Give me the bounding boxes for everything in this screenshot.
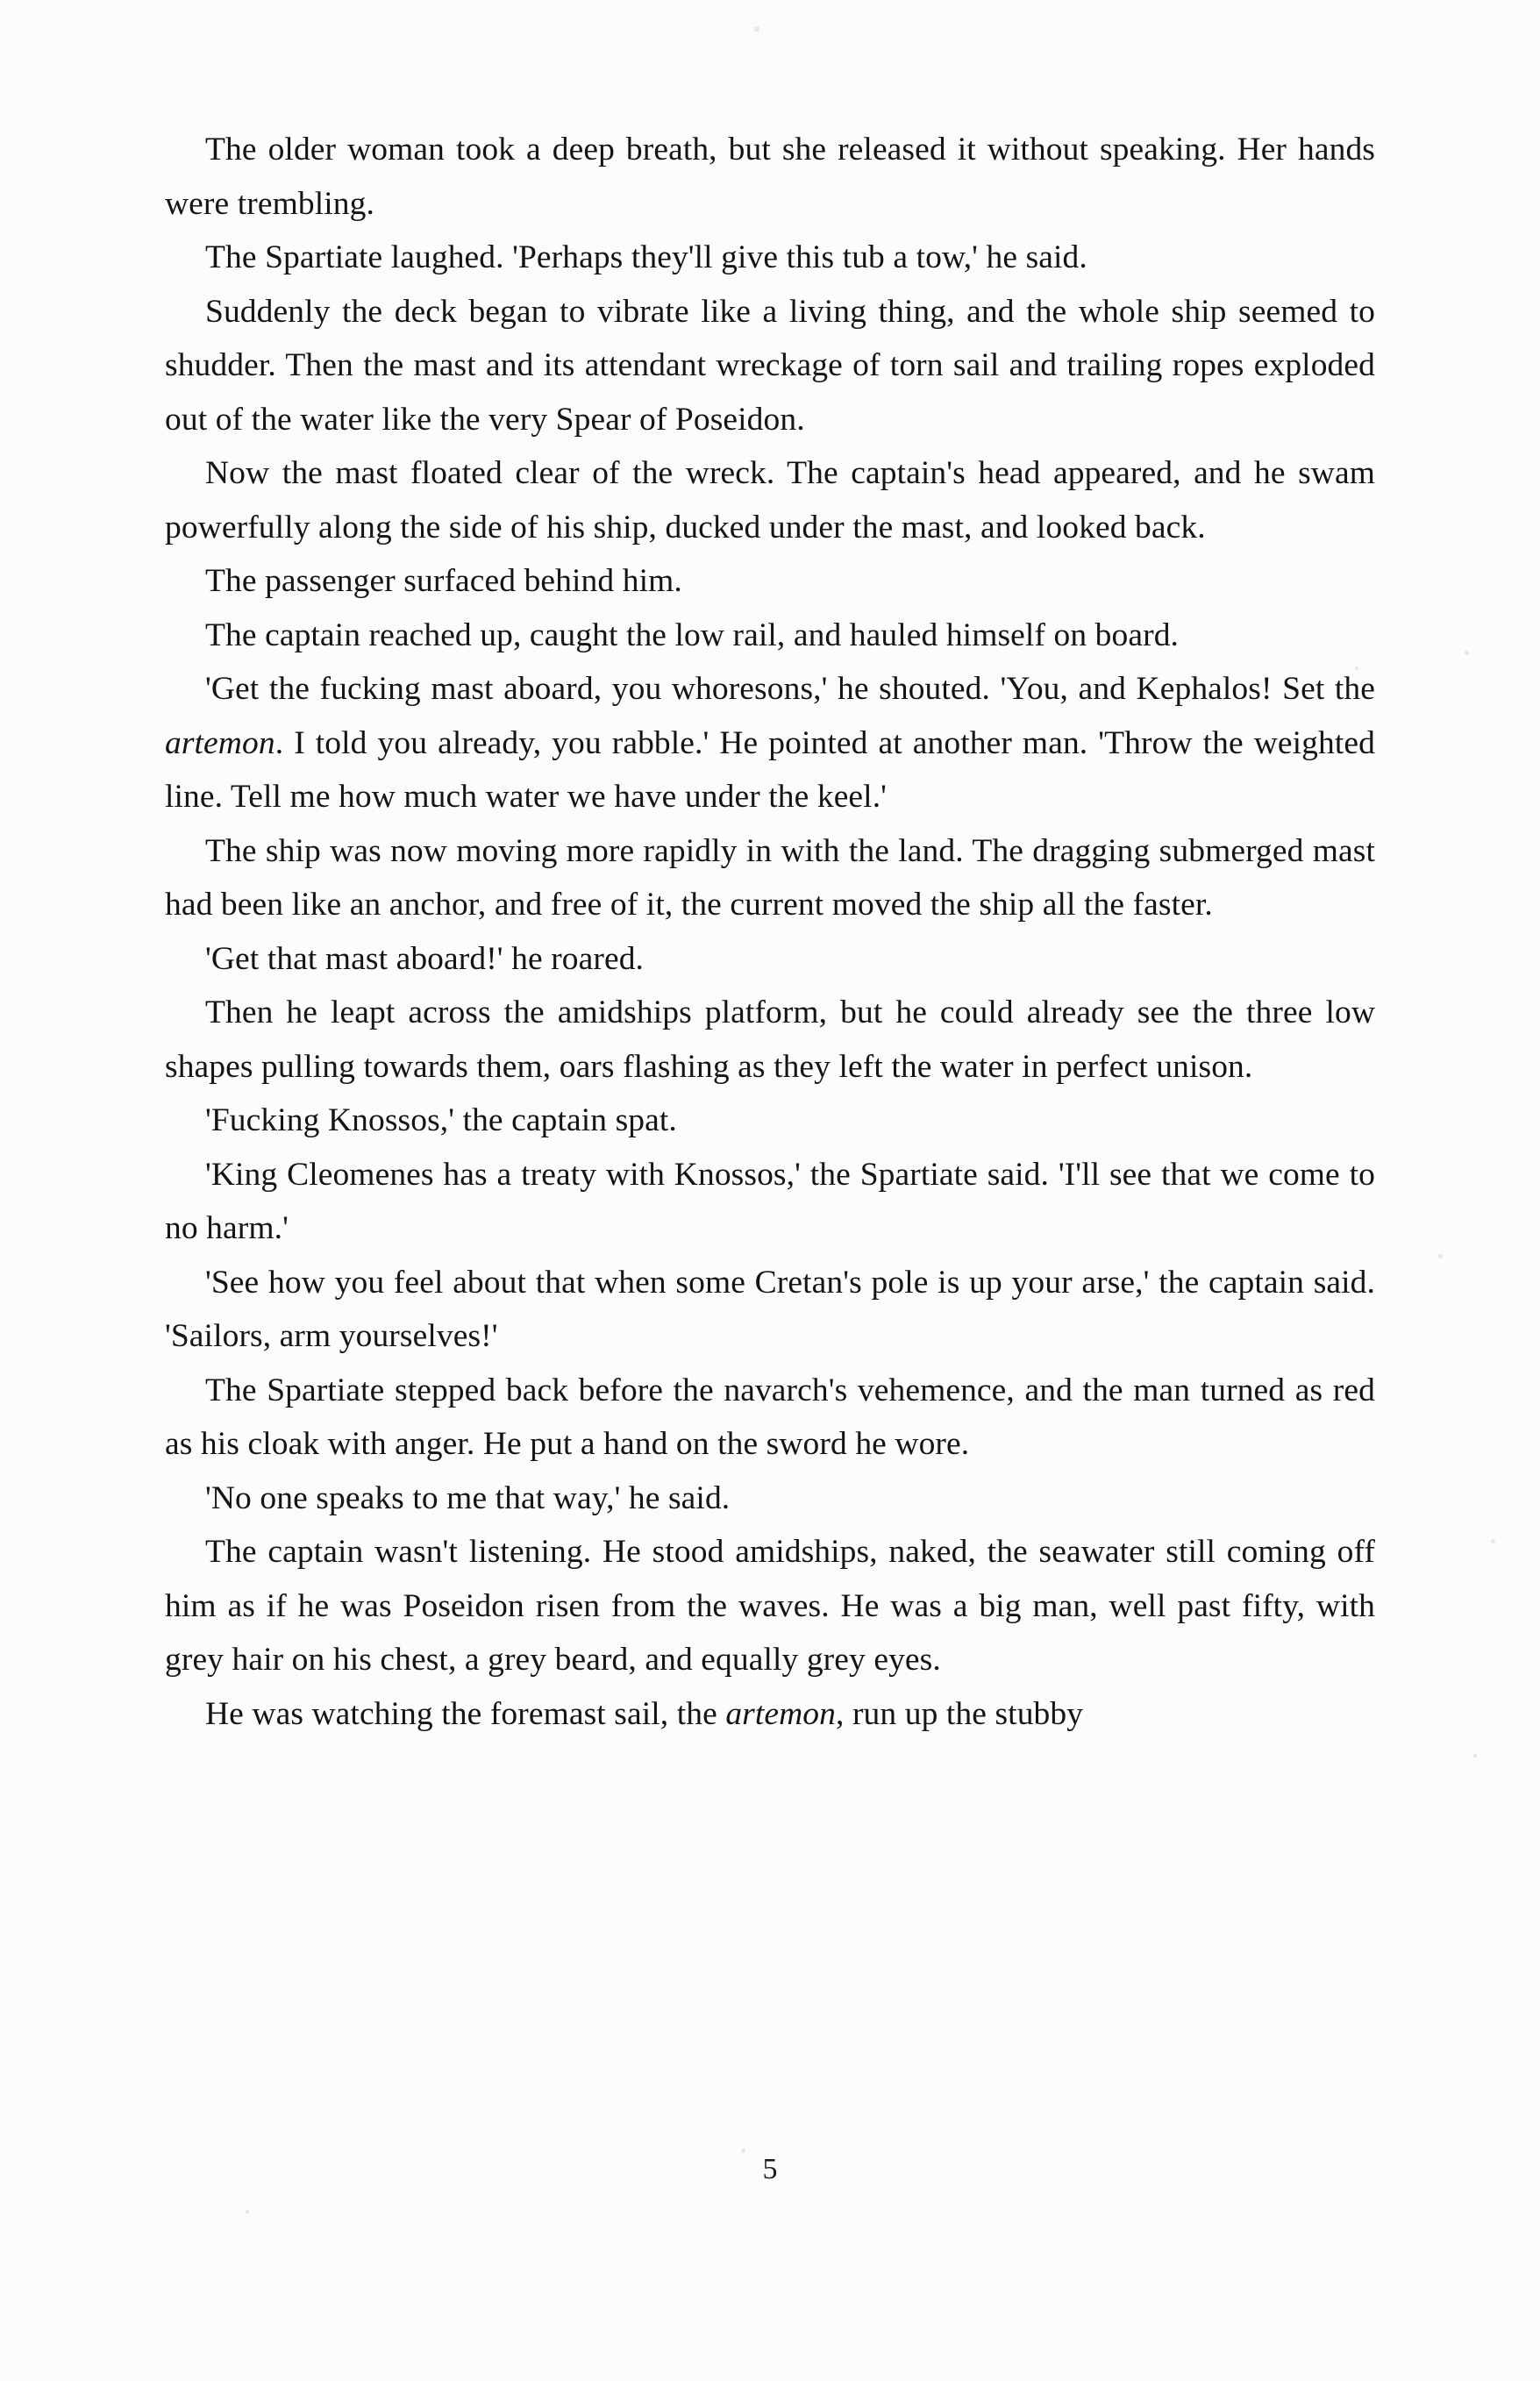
paragraph: 'No one speaks to me that way,' he said.	[205, 1479, 731, 1516]
text-column	[165, 123, 1375, 1741]
paragraph: 'See how you feel about that when some Cretan's pole is up your arse,' the captain said. 'Sailors, arm yourselves!'	[165, 1264, 1375, 1354]
paragraph: Suddenly the deck began to vibrate like a living thing, and the whole ship seemed to shudder. Then the mast and its attendant wreckage of torn sail and trailing ropes exploded out of the water like the very Spear of Poseidon.	[165, 293, 1375, 438]
paragraph: 'King Cleomenes has a treaty with Knossos,' the Spartiate said. 'I'll see that we come to no harm.'	[165, 1156, 1375, 1246]
paragraph: 'Get the fucking mast aboard, you whoresons,' he shouted. 'You, and Kephalos! Set the artemon. I told you already, you rabble.' He pointed at another man. 'Throw the weighted line. Tell me how much water we have under the keel.'	[165, 671, 1375, 815]
paper-speck	[754, 26, 759, 32]
paragraph: 'Get that mast aboard!' he roared.	[205, 940, 645, 977]
paragraph: He was watching the foremast sail, the artemon, run up the stubby	[205, 1695, 1084, 1732]
body-text	[165, 123, 1375, 1741]
paragraph: The Spartiate stepped back before the navarch's vehemence, and the man turned as red as his cloak with anger. He put a hand on the sword he wore.	[165, 1372, 1375, 1462]
paper-speck	[1473, 1754, 1477, 1757]
paragraph: Then he leapt across the amidships platform, but he could already see the three low shapes pulling towards them, oars flashing as they left the water in perfect unison.	[165, 994, 1375, 1085]
paragraph: 'Fucking Knossos,' the captain spat.	[205, 1102, 677, 1138]
page-number: 5	[762, 2153, 778, 2185]
paper-speck	[246, 2210, 249, 2213]
paragraph: The captain wasn't listening. He stood amidships, naked, the seawater still coming off him as if he was Poseidon risen from the waves. He was a big man, well past fifty, with grey hair on his chest, a grey beard, and equally grey eyes.	[165, 1534, 1375, 1678]
paper-speck	[1465, 651, 1469, 655]
paragraph: The passenger surfaced behind him.	[205, 563, 682, 599]
paragraph: The older woman took a deep breath, but she released it without speaking. Her hands were trembling.	[165, 132, 1375, 222]
paragraph: The Spartiate laughed. 'Perhaps they'll give this tub a tow,' he said.	[205, 239, 1087, 275]
paper-speck	[1491, 1539, 1495, 1543]
paragraph: The captain reached up, caught the low rail, and hauled himself on board.	[205, 617, 1180, 653]
paragraph: Now the mast floated clear of the wreck. The captain's head appeared, and he swam powerfully along the side of his ship, ducked under the mast, and looked back.	[165, 455, 1375, 545]
paragraph: The ship was now moving more rapidly in with the land. The dragging submerged mast had been like an anchor, and free of it, the current moved the ship all the faster.	[165, 832, 1375, 923]
paper-speck	[1438, 1254, 1443, 1258]
